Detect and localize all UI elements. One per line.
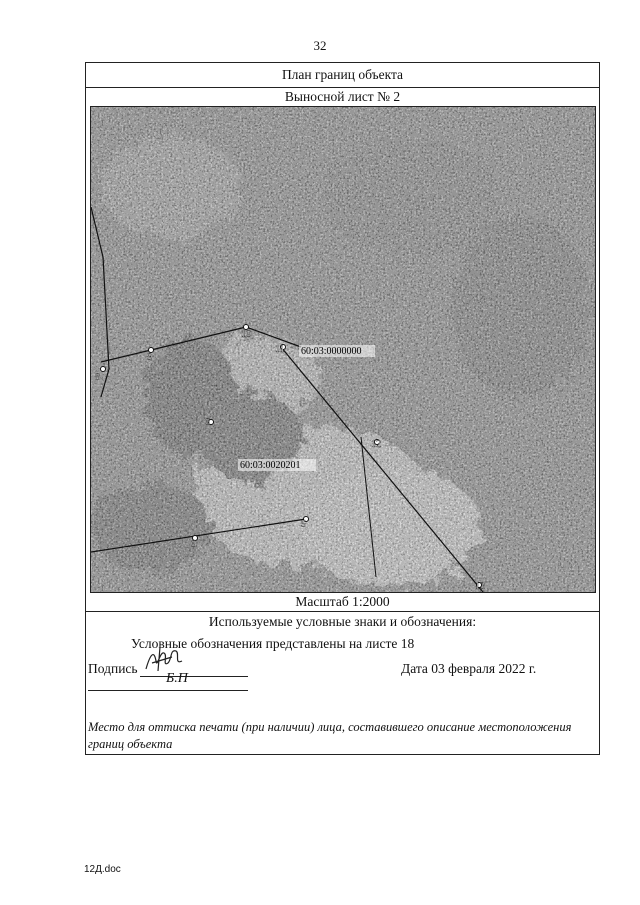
point-label: 6: [191, 539, 196, 550]
aerial-map: [90, 106, 596, 593]
point-label: 13: [475, 581, 485, 592]
signature-initials: Б.П: [166, 671, 188, 686]
point-label: 12: [371, 439, 381, 450]
map-scale: Масштаб 1:2000: [86, 594, 599, 612]
aerial-map-image: [91, 107, 595, 592]
signature-line: [140, 676, 248, 677]
point-label: 10: [241, 329, 251, 340]
point-label: 9: [147, 352, 152, 363]
parcel-label: 60:03:0000000: [301, 346, 362, 357]
legend-title: Используемые условные знаки и обозначения:: [208, 614, 477, 629]
signature-label: Подпись: [88, 661, 138, 676]
page-number: 32: [313, 38, 327, 53]
boundary-plan-frame: [85, 62, 600, 755]
parcel-label: 60:03:0020201: [240, 460, 301, 471]
legend-note: Условные обозначения представлены на листе 18: [131, 636, 415, 651]
stamp-note: Место для оттиска печати (при наличии) лица, составившего описание местоположения границ объекта: [88, 720, 572, 751]
document-file-name: 12Д.doc: [84, 864, 121, 875]
plan-title: План границ объекта: [86, 63, 599, 88]
document-date: Дата 03 февраля 2022 г.: [401, 661, 537, 676]
point-label: 5: [301, 519, 306, 530]
signature-line: [88, 690, 248, 691]
sheet-label: Выносной лист № 2: [284, 89, 401, 104]
point-label: 8: [95, 372, 100, 383]
point-label: 11: [275, 344, 285, 355]
point-label: 6: [205, 417, 210, 428]
